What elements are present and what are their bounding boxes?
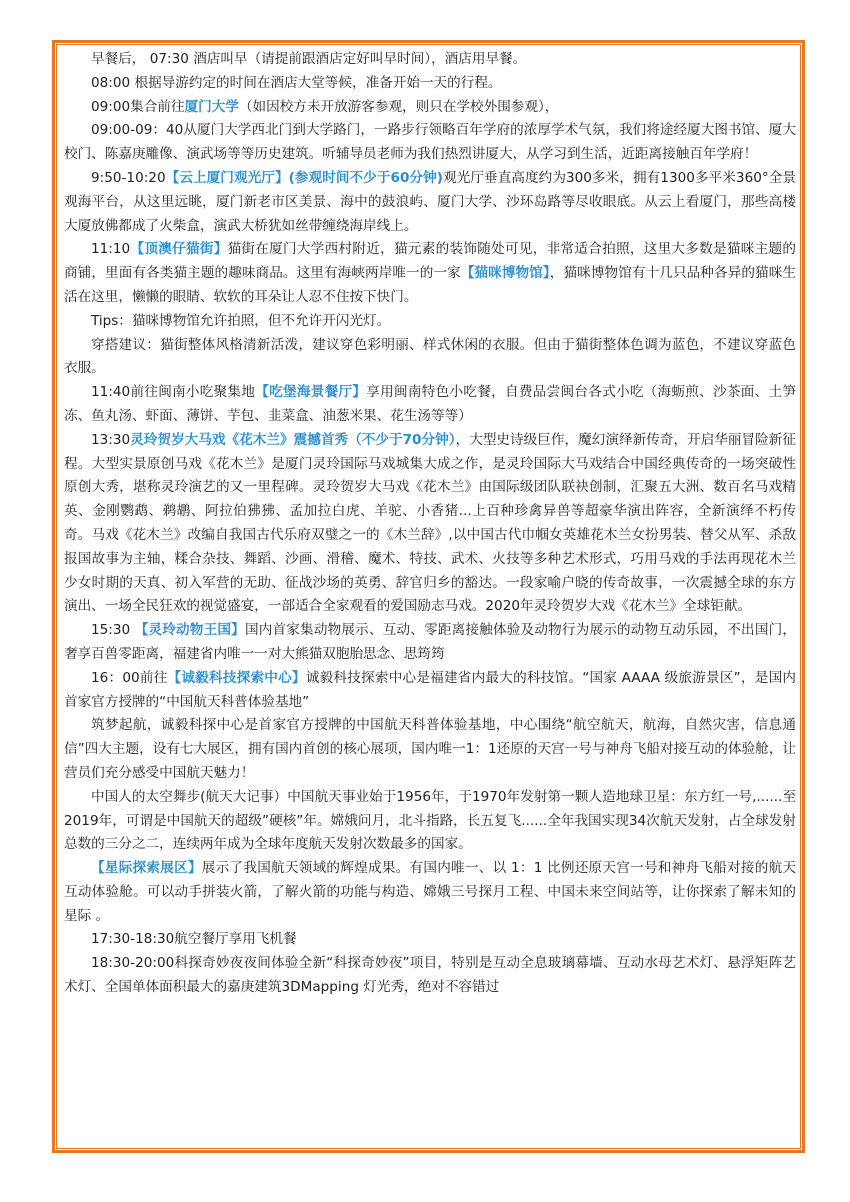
itinerary-paragraph xyxy=(64,96,796,120)
itinerary-paragraph xyxy=(64,714,796,785)
highlighted-place-name: 【云上厦门观光厅】(参观时间不少于60分钟) xyxy=(165,169,443,186)
paragraph-text: 09:00集合前往 xyxy=(91,98,185,115)
paragraph-text: 国内首家集动物展示、互动、零距离接触体验及动物行为展示的动物互动乐园，不出国门，奢享百兽零距离，福建省内唯一一对大熊猫双胞胎思念、思筠筠 xyxy=(64,622,796,662)
paragraph-text: 11:10 xyxy=(91,241,131,258)
itinerary-paragraph xyxy=(64,619,796,667)
itinerary-paragraph xyxy=(64,381,796,429)
paragraph-text: 09:00-09：40从厦门大学西北门到大学路门，一路步行领略百年学府的浓厚学术气氛，我们将途经厦大图书馆、厦大校门、陈嘉庚雕像、演武场等等历史建筑。听辅导员老师为我们热烈讲厦大，从学习到生活，近距离接触百年学府！ xyxy=(64,122,796,163)
paragraph-text: 观光厅垂直高度约为300多米，拥有1300多平米360°全景观海平台，从这里远眺，厦门新老市区美景、海中的鼓浪屿、厦门大学、沙环岛路等尽收眼底。从云上看厦门，那些高楼大厦放佛都成了火柴盒，演武大桥犹如丝带缠绕海岸线上。 xyxy=(64,169,796,234)
highlighted-place-name: 厦门大学 xyxy=(184,98,239,115)
paragraph-text: （如因校方未开放游客参观，则只在学校外围参观）， xyxy=(238,98,559,115)
paragraph-text: 18:30-20:00科探奇妙夜夜间体验全新“科探奇妙夜”项目，特别是互动全息玻璃幕墙、互动水母艺术灯、悬浮矩阵艺术灯、全国单体面积最大的嘉庚建筑3DMapping 灯光秀，绝对不容错过 xyxy=(64,955,796,996)
paragraph-text: 诚毅科技探索中心是福建省内最大的科技馆。“国家 AAAA 级旅游景区”，是国内首家官方授牌的“中国航天科普体验基地” xyxy=(64,669,797,710)
itinerary-paragraph xyxy=(64,48,796,72)
paragraph-text: 15:30 xyxy=(91,622,135,639)
highlighted-place-name: 【吃堡海景餐厅】 xyxy=(255,384,367,401)
paragraph-text: 9:50-10:20 xyxy=(91,169,166,186)
paragraph-text: 16：00前往 xyxy=(91,669,168,686)
itinerary-paragraph xyxy=(64,667,796,715)
paragraph-text: 享用闽南特色小吃餐，自费品尝闽台各式小吃（海蛎煎、沙茶面、土笋冻、鱼丸汤、虾面、薄饼、芋包、韭菜盒、油葱米果、花生汤等等） xyxy=(64,384,796,424)
itinerary-paragraph xyxy=(64,928,796,952)
itinerary-paragraph xyxy=(64,72,796,96)
itinerary-paragraph xyxy=(64,238,796,309)
itinerary-paragraph xyxy=(64,952,796,1000)
itinerary-paragraph xyxy=(64,310,796,334)
paragraph-text: 猫街在厦门大学西村附近，猫元素的装饰随处可见，非常适合拍照，这里大多数是猫咪主题的商铺，里面有各类猫主题的趣味商品。这里有海峡两岸唯一的一家 xyxy=(64,241,796,282)
highlighted-place-name: 【顶澳仔猫街】 xyxy=(130,241,228,258)
highlighted-place-name: 【星际探索展区】 xyxy=(91,860,202,877)
itinerary-paragraph xyxy=(64,334,796,382)
paragraph-text: 展示了我国航天领域的辉煌成果。有国内唯一、以 1：1 比例还原天宫一号和神舟飞船对接的航天互动体验舱。可以动手拼装火箭，了解火箭的功能与构造、嫦娥三号探月工程、中国未来空间站等，让你探索了解未知的星际 。 xyxy=(64,860,797,924)
paragraph-text: 早餐后， 07:30 酒店叫早（请提前跟酒店定好叫早时间），酒店用早餐。 xyxy=(91,51,527,67)
paragraph-text: 08:00 根据导游约定的时间在酒店大堂等候，准备开始一天的行程。 xyxy=(91,74,502,91)
paragraph-text: Tips：猫咪博物馆允许拍照，但不允许开闪光灯。 xyxy=(91,312,391,329)
itinerary-paragraph xyxy=(64,167,796,238)
paragraph-text: 中国人的太空舞步(航天大记事）中国航天事业始于1956年，于1970年发射第一颗人造地球卫星：东方红一号,......至2019年，可谓是中国航天的超级”硬核”年。嫦娥问月，北斗指路，长五复飞......全年我国实现34次航天发射，占全球发射总数的三分之二，连续两年成为全球年度航天发射次数最多的国家。 xyxy=(64,788,796,853)
itinerary-paragraph xyxy=(64,857,796,928)
paragraph-text: ，猫咪博物馆有十几只品种各异的猫咪生活在这里，懒懒的眼睛、软软的耳朵让人忍不住按下快门。 xyxy=(64,265,797,305)
paragraph-text: 筑梦起航，诚毅科探中心是首家官方授牌的中国航天科普体验基地，中心围绕“航空航天，航海，自然灾害，信息通信”四大主题，设有七大展区，拥有国内首创的核心展项，国内唯一1：1还原的天宫一号与神舟飞船对接互动的体验舱，让营员们充分感受中国航天魅力！ xyxy=(64,717,796,781)
itinerary-paragraph xyxy=(64,786,796,857)
paragraph-text: 17:30-18:30航空餐厅享用飞机餐 xyxy=(91,931,297,948)
highlighted-place-name: 灵玲贺岁大马戏《花木兰》震撼首秀（不少于70分钟） xyxy=(130,431,456,448)
highlighted-place-name: 【猫咪博物馆】 xyxy=(460,265,550,282)
itinerary-paragraph xyxy=(64,119,796,167)
itinerary-paragraph xyxy=(64,429,796,619)
paragraph-text: ，大型史诗级巨作，魔幻演绎新传奇，开启华丽冒险新征程。大型实景原创马戏《花木兰》是厦门灵玲国际马戏城集大成之作，是灵玲国际大马戏结合中国经典传奇的一场突破性原创大秀，堪称灵玲演艺的又一里程碑。灵玲贺岁大马戏《花木兰》由国际级团队联袂创制，汇聚五大洲、数百名马戏精英、金刚鹦鹉、鹈鹕、阿拉伯狒狒、孟加拉白虎、羊驼、小香猪...上百种珍禽异兽等超豪华演出阵容，全新演绎不朽传奇。马戏《花木兰》改编自我国古代乐府双璧之一的《木兰辞》,以中国古代巾帼女英雄花木兰女扮男装、替父从军、杀敌报国故事为主轴，糅合杂技、舞蹈、沙画、滑稽、魔术、特技、武术、火技等多种艺术形式，巧用马戏的手法再现花木兰少女时期的天真、初入军营的无助、征战沙场的英勇、辞官归乡的豁达。一段家喻户晓的传奇故事，一次震撼全球的东方演出、一场全民狂欢的视觉盛宴，一部适合全家观看的爱国励志马戏。2020年灵玲贺岁大戏《花木兰》全球钜献。 xyxy=(64,431,797,615)
paragraph-text: 13:30 xyxy=(91,431,131,448)
itinerary-body xyxy=(64,48,796,1000)
paragraph-text: 11:40前往闽南小吃聚集地 xyxy=(91,384,256,401)
highlighted-place-name: 【灵玲动物王国】 xyxy=(134,622,245,639)
paragraph-text: 穿搭建议：猫街整体风格清新活泼，建议穿色彩明丽、样式休闲的衣服。但由于猫街整体色调为蓝色，不建议穿蓝色衣服。 xyxy=(64,336,796,377)
highlighted-place-name: 【诚毅科技探索中心】 xyxy=(167,669,306,686)
